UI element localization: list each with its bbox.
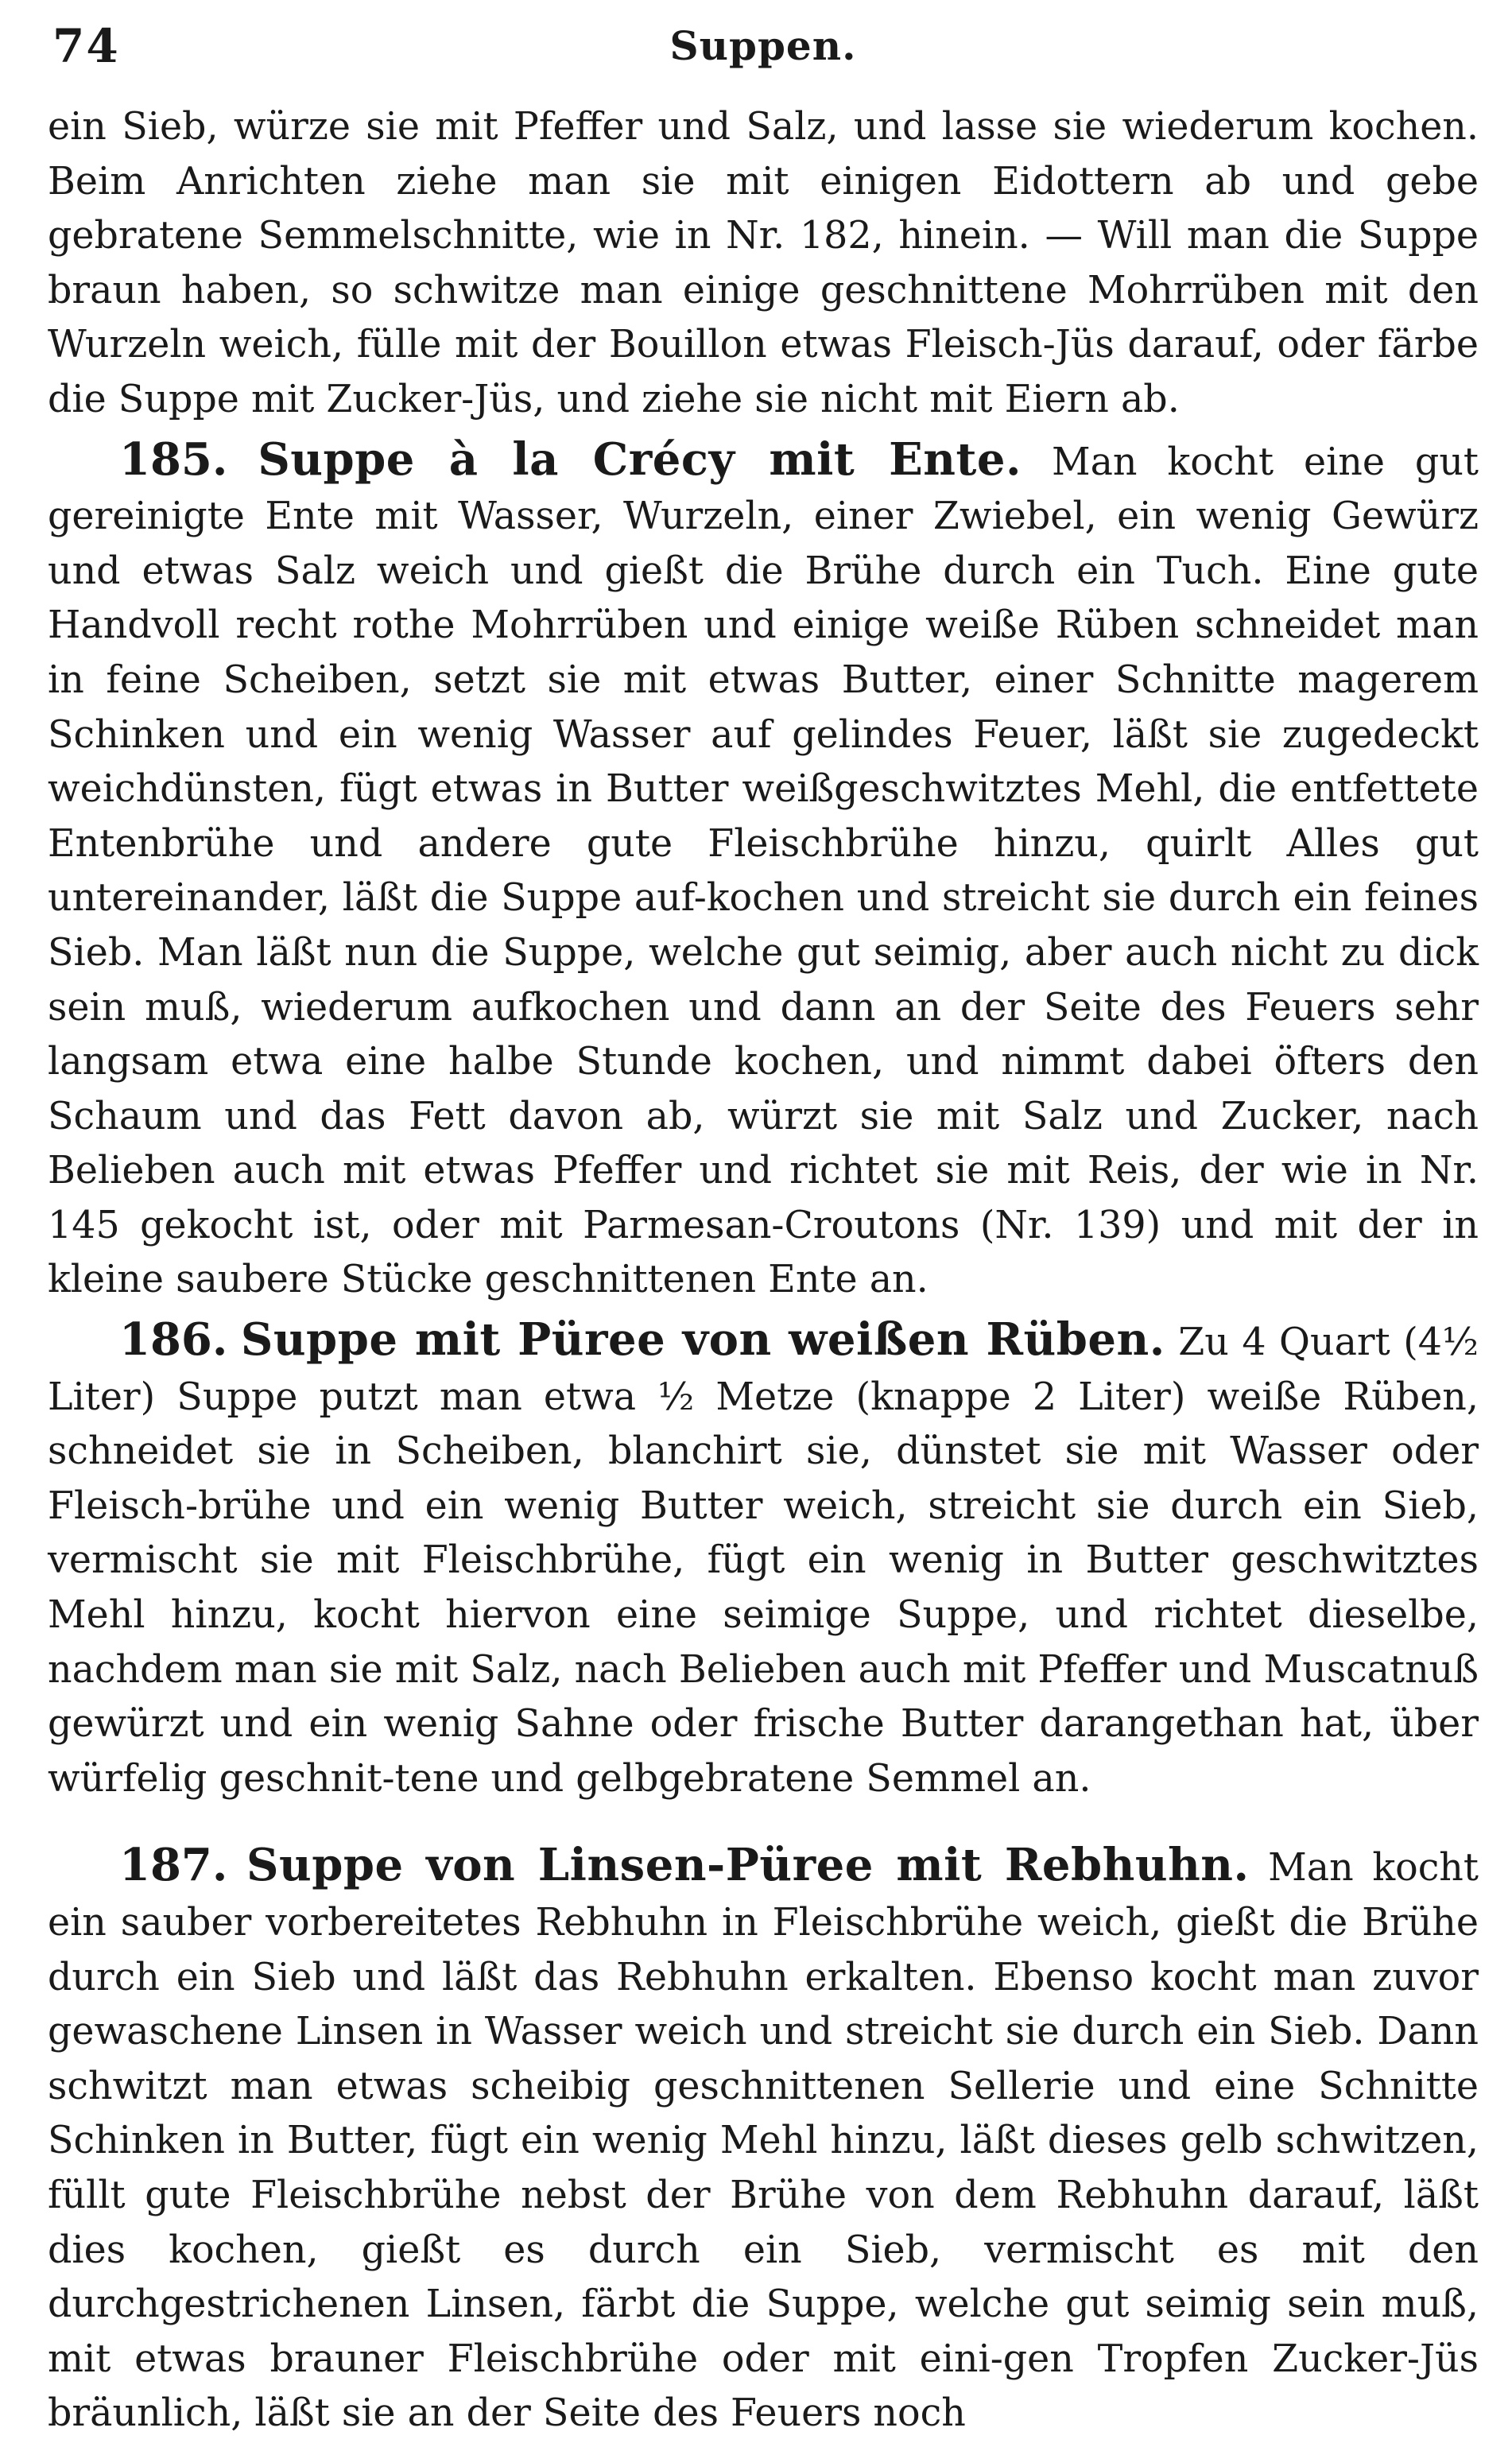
recipe-number: 185. [119, 432, 228, 486]
recipe-title: Suppe von Linsen-Püree mit Rebhuhn. [246, 1839, 1250, 1892]
recipe-text: Man kocht ein sauber vorbereitetes Rebhuhn in Fleischbrühe weich, gießt die Brühe durch ein Sieb und läßt das Rebhuhn erkalten. Ebenso kocht man zuvor gewaschene Linsen in Wasser weich und streicht sie durch ein Sieb. Dann schwitzt man etwas scheibig geschnittenen Sellerie und eine Schnitte Schinken in Butter, fügt ein wenig Mehl hinzu, läßt dieses gelb schwitzen, füllt gute Fleischbrühe nebst der Brühe von dem Rebhuhn darauf, läßt dies kochen, gießt es durch ein Sieb, vermischt es mit den durchgestrichenen Linsen, färbt die Suppe, welche gut seimig sein muß, mit etwas brauner Fleischbrühe oder mit eini-gen Tropfen Zucker-Jüs bräunlich, läßt sie an der Seite des Feuers noch [48, 1846, 1479, 2436]
recipe-185 [48, 432, 1479, 1309]
recipe-187 [48, 1838, 1479, 2441]
recipe-number: 187. [119, 1839, 228, 1892]
page-number: 74 [52, 19, 120, 73]
recipe-text: Man kocht eine gut gereinigte Ente mit Wasser, Wurzeln, einer Zwiebel, ein wenig Gewürz und etwas Salz weich und gießt die Brühe durch ein Tuch. Eine gute Handvoll recht rothe Mohrrüben und einige weiße Rüben schneidet man in feine Scheiben, setzt sie mit etwas Butter, einer Schnitte magerem Schinken und ein wenig Wasser auf gelindes Feuer, läßt sie zugedeckt weichdünsten, fügt etwas in Butter weißgeschwitztes Mehl, die entfettete Entenbrühe und andere gute Fleischbrühe hinzu, quirlt Alles gut untereinander, läßt die Suppe auf-kochen und streicht sie durch ein feines Sieb. Man läßt nun die Suppe, welche gut seimig, aber auch nicht zu dick sein muß, wiederum aufkochen und dann an der Seite des Feuers sehr langsam etwa eine halbe Stunde kochen, und nimmt dabei öfters den Schaum und das Fett davon ab, würzt sie mit Salz und Zucker, nach Belieben auch mit etwas Pfeffer und richtet sie mit Reis, der wie in Nr. 145 gekocht ist, oder mit Parmesan-Croutons (Nr. 139) und mit der in kleine saubere Stücke geschnittenen Ente an. [48, 440, 1479, 1302]
recipe-title: Suppe mit Püree von weißen Rüben. [240, 1313, 1165, 1367]
continuation-paragraph: ein Sieb, würze sie mit Pfeffer und Salz, und lasse sie wiederum kochen. Beim Anrichten ziehe man sie mit einigen Eidottern ab und gebe gebratene Semmelschnitte, wie in Nr. 182, hinein. — Will man die Suppe braun haben, so schwitze man einige geschnittene Mohrrüben mit den Wurzeln weich, fülle mit der Bouillon etwas Fleisch-Jüs darauf, oder färbe die Suppe mit Zucker-Jüs, und ziehe sie nicht mit Eiern ab. [48, 105, 1479, 421]
book-page [48, 0, 1479, 2447]
running-head: Suppen. [669, 22, 857, 69]
recipe-text: Zu 4 Quart (4½ Liter) Suppe putzt man etwa ½ Metze (knappe 2 Liter) weiße Rüben, schneidet sie in Scheiben, blanchirt sie, dünstet sie mit Wasser oder Fleisch-brühe und ein wenig Butter weich, streicht sie durch ein Sieb, vermischt sie mit Fleischbrühe, fügt ein wenig in Butter geschwitztes Mehl hinzu, kocht hiervon eine seimige Suppe, und richtet dieselbe, nachdem man sie mit Salz, nach Belieben auch mit Pfeffer und Muscatnuß gewürzt und ein wenig Sahne oder frische Butter darangethan hat, über würfelig geschnit-tene und gelbgebratene Semmel an. [48, 1320, 1479, 1801]
recipe-number: 186. [119, 1313, 228, 1367]
recipe-186 [48, 1313, 1479, 1806]
page-body [48, 100, 1479, 2441]
page-header [48, 14, 1479, 78]
recipe-title: Suppe à la Crécy mit Ente. [258, 432, 1022, 486]
